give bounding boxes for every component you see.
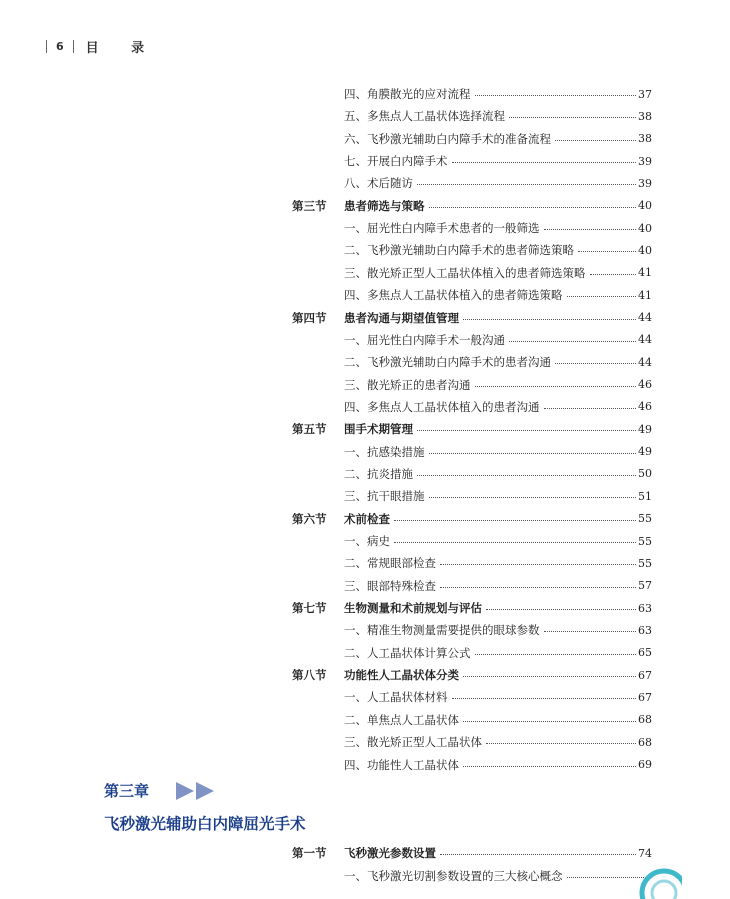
- toc-entry-row[interactable]: [0, 710, 730, 730]
- toc-entry-row[interactable]: [0, 755, 730, 775]
- dot-leader: [578, 251, 636, 252]
- dot-leader: [440, 587, 636, 588]
- entry-title: 一、精准生物测量需要提供的眼球参数: [344, 623, 540, 638]
- toc-entry-row[interactable]: [0, 240, 730, 260]
- dot-leader: [590, 274, 636, 275]
- page-reference: 41: [638, 288, 652, 302]
- chapter-label: 第三章: [104, 782, 150, 800]
- page-reference: 68: [638, 713, 652, 727]
- entry-title: 四、多焦点人工晶状体植入的患者筛选策略: [344, 288, 563, 303]
- dot-leader: [429, 453, 636, 454]
- dot-leader: [463, 721, 636, 722]
- dot-leader: [475, 654, 636, 655]
- entry-title: 围手术期管理: [344, 422, 413, 437]
- dot-leader: [475, 386, 636, 387]
- page-reference: 50: [638, 467, 652, 481]
- toc-section-row[interactable]: [0, 419, 730, 439]
- toc-entry-row[interactable]: [0, 397, 730, 417]
- toc-entry-row[interactable]: [0, 576, 730, 596]
- entry-title: 四、功能性人工晶状体: [344, 757, 459, 772]
- dot-leader: [429, 497, 636, 498]
- entry-title: 三、眼部特殊检查: [344, 578, 436, 593]
- entry-title: 三、抗干眼措施: [344, 489, 425, 504]
- dot-leader: [394, 542, 636, 543]
- dot-leader: [463, 766, 636, 767]
- page-reference: 40: [638, 221, 652, 235]
- toc-entry-row[interactable]: [0, 263, 730, 283]
- page-reference: 38: [638, 109, 652, 123]
- page-reference: 65: [638, 646, 652, 660]
- page-reference: 49: [638, 445, 652, 459]
- dot-leader: [394, 520, 636, 521]
- entry-title: 四、角膜散光的应对流程: [344, 87, 471, 101]
- page-reference: 49: [638, 422, 652, 436]
- page-reference: 57: [638, 579, 652, 593]
- page-reference: 40: [638, 199, 652, 213]
- toc-entry-row[interactable]: [0, 486, 730, 506]
- dot-leader: [417, 184, 636, 185]
- toc-section-row[interactable]: [0, 598, 730, 618]
- toc-entry-row[interactable]: [0, 84, 730, 104]
- dot-leader: [417, 430, 636, 431]
- entry-title: 一、抗感染措施: [344, 444, 425, 459]
- page-reference: 38: [638, 132, 652, 146]
- page-reference: 74: [638, 846, 652, 860]
- toc-section-row[interactable]: [0, 308, 730, 328]
- dot-leader: [567, 296, 636, 297]
- dot-leader: [440, 854, 636, 855]
- toc-section-row[interactable]: [0, 843, 730, 863]
- dot-leader: [509, 341, 636, 342]
- page-reference: 41: [638, 266, 652, 280]
- entry-title: 功能性人工晶状体分类: [344, 668, 459, 683]
- entry-title: 一、人工晶状体材料: [344, 690, 448, 705]
- dot-leader: [544, 229, 636, 230]
- toc-entry-row[interactable]: [0, 620, 730, 640]
- entry-title: 生物测量和术前规划与评估: [344, 601, 482, 616]
- toc-entry-row[interactable]: [0, 732, 730, 752]
- page-number: 6: [56, 39, 64, 53]
- toc-entry-row[interactable]: [0, 531, 730, 551]
- chapter-heading: [104, 780, 220, 801]
- dot-leader: [544, 408, 636, 409]
- entry-title: 一、病史: [344, 534, 390, 548]
- page-reference: 55: [638, 512, 652, 526]
- page-reference: 37: [638, 87, 652, 101]
- toc-entry-row[interactable]: [0, 218, 730, 238]
- toc-entry-row[interactable]: [0, 687, 730, 707]
- page-reference: 63: [638, 601, 652, 615]
- dot-leader: [452, 162, 636, 163]
- page-reference: 39: [638, 176, 652, 190]
- entry-title: 患者筛选与策略: [344, 198, 425, 213]
- toc-entry-row[interactable]: [0, 285, 730, 305]
- dot-leader: [555, 363, 636, 364]
- section-number: 第七节: [292, 601, 327, 616]
- dot-leader: [475, 95, 636, 96]
- toc-entry-row[interactable]: [0, 866, 730, 886]
- entry-title: 一、屈光性白内障手术一般沟通: [344, 332, 505, 347]
- section-number: 第五节: [292, 422, 327, 437]
- entry-title: 三、散光矫正的患者沟通: [344, 377, 471, 392]
- corner-decoration-icon: [630, 859, 682, 899]
- page-reference: 40: [638, 243, 652, 257]
- entry-title: 二、单焦点人工晶状体: [344, 712, 459, 727]
- toc-entry-row[interactable]: [0, 375, 730, 395]
- page-reference: 55: [638, 556, 652, 570]
- page-title: 目 录: [85, 40, 159, 56]
- entry-title: 四、多焦点人工晶状体植入的患者沟通: [344, 399, 540, 414]
- section-number: 第一节: [292, 846, 327, 860]
- dot-leader: [555, 140, 636, 141]
- entry-title: 患者沟通与期望值管理: [344, 310, 459, 325]
- entry-title: 一、飞秒激光切割参数设置的三大核心概念: [344, 869, 563, 883]
- page-reference: 63: [638, 623, 652, 637]
- toc-entry-row[interactable]: [0, 330, 730, 350]
- page-reference: 55: [638, 534, 652, 548]
- section-number: 第六节: [292, 511, 327, 526]
- entry-title: 三、散光矫正型人工晶状体植入的患者筛选策略: [344, 265, 586, 280]
- toc-entry-row[interactable]: [0, 553, 730, 573]
- page-reference: 44: [638, 311, 652, 324]
- entry-title: 二、飞秒激光辅助白内障手术的患者筛选策略: [344, 243, 574, 258]
- dot-leader: [486, 743, 636, 744]
- dot-leader: [463, 676, 636, 677]
- toc-entry-row[interactable]: [0, 106, 730, 126]
- page-reference: 44: [638, 333, 652, 347]
- entry-title: 八、术后随访: [344, 176, 413, 191]
- dot-leader: [452, 698, 636, 699]
- entry-title: 三、散光矫正型人工晶状体: [344, 735, 482, 750]
- page-reference: 46: [638, 400, 652, 414]
- dot-leader: [509, 117, 636, 118]
- toc-entry-row[interactable]: [0, 464, 730, 484]
- toc-section-row[interactable]: [0, 196, 730, 216]
- entry-title: 一、屈光性白内障手术患者的一般筛选: [344, 221, 540, 236]
- entry-title: 五、多焦点人工晶状体选择流程: [344, 109, 505, 124]
- page-reference: 51: [638, 489, 652, 503]
- toc-entry-row[interactable]: [0, 129, 730, 149]
- dot-leader: [440, 564, 636, 565]
- section-number: 第八节: [292, 668, 327, 683]
- section-number: 第三节: [292, 198, 327, 213]
- page-reference: 67: [638, 668, 652, 682]
- toc-entry-row[interactable]: [0, 352, 730, 372]
- entry-title: 二、飞秒激光辅助白内障手术的患者沟通: [344, 355, 551, 370]
- dot-leader: [417, 475, 636, 476]
- entry-title: 六、飞秒激光辅助白内障手术的准备流程: [344, 131, 551, 146]
- double-arrow-icon: [176, 782, 220, 800]
- entry-title: 二、常规眼部检查: [344, 556, 436, 571]
- entry-title: 七、开展白内障手术: [344, 154, 448, 169]
- dot-leader: [544, 631, 636, 632]
- dot-leader: [463, 319, 636, 320]
- page-reference: 67: [638, 690, 652, 704]
- dot-leader: [486, 609, 636, 610]
- section-number: 第四节: [292, 310, 327, 325]
- toc-section-row[interactable]: [0, 665, 730, 685]
- toc-entry-row[interactable]: [0, 643, 730, 663]
- toc-entry-row[interactable]: [0, 173, 730, 193]
- page-reference: 69: [638, 758, 652, 771]
- entry-title: 飞秒激光参数设置: [344, 846, 436, 860]
- page-reference: 46: [638, 378, 652, 392]
- page-reference: 68: [638, 735, 652, 749]
- entry-title: 术前检查: [344, 511, 390, 526]
- entry-title: 二、抗炎措施: [344, 466, 413, 481]
- toc-entry-row[interactable]: [0, 442, 730, 462]
- page-reference: 44: [638, 355, 652, 369]
- entry-title: 二、人工晶状体计算公式: [344, 645, 471, 660]
- dot-leader: [429, 207, 636, 208]
- toc-entry-row[interactable]: [0, 151, 730, 171]
- page-reference: 39: [638, 154, 652, 168]
- toc-section-row[interactable]: [0, 509, 730, 529]
- chapter-title: 飞秒激光辅助白内障屈光手术: [104, 815, 306, 833]
